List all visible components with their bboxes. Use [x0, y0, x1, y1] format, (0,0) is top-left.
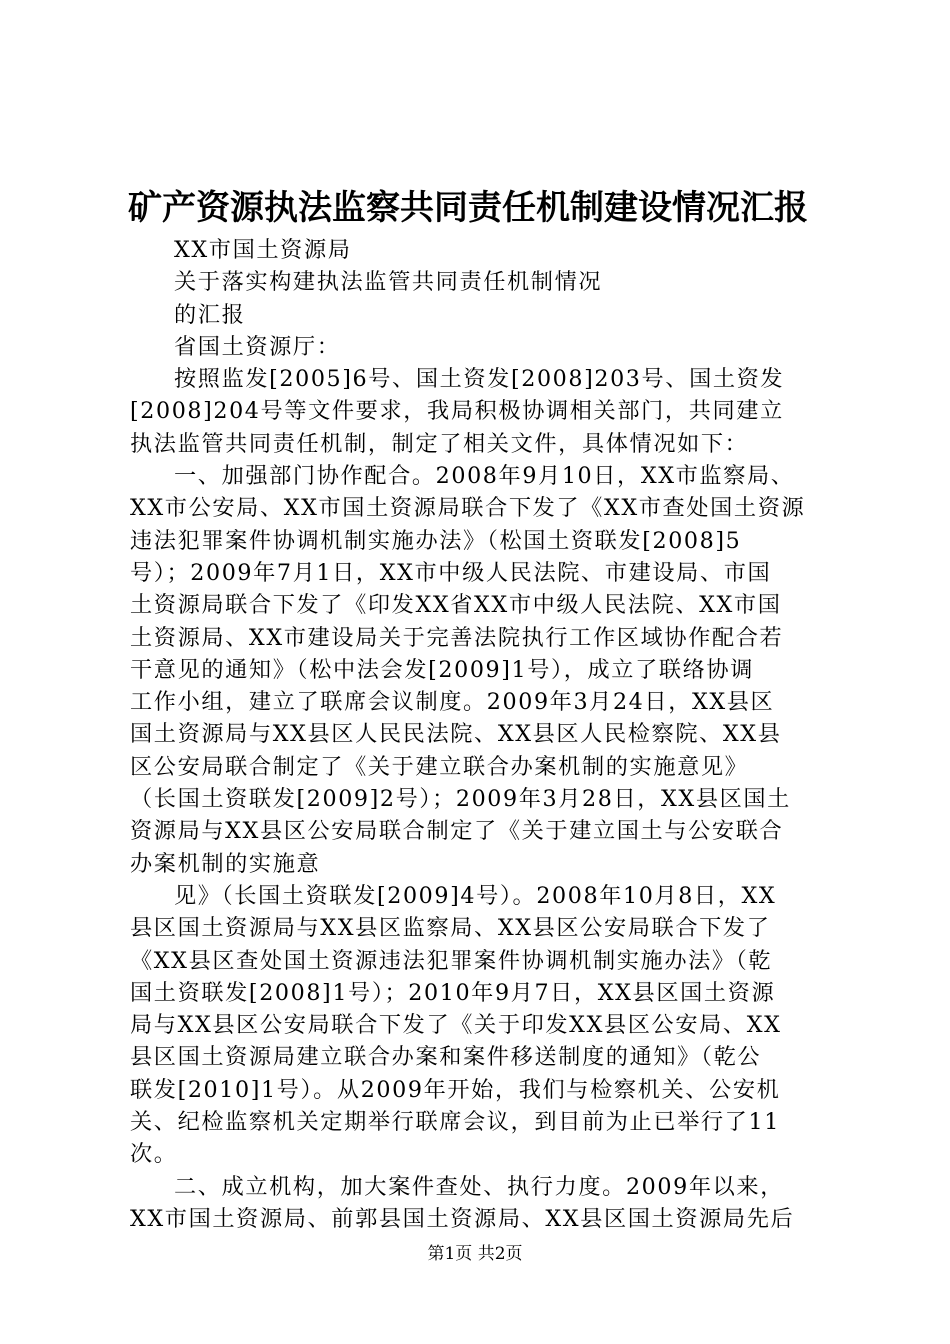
body-line: （长国土资联发[2009]2号）；2009年3月28日，XX县区国土 [130, 786, 791, 813]
body-line: 国土资源局与XX县区人民民法院、XX县区人民检察院、XX县 [130, 721, 782, 748]
body-line: 联发[2010]1号）。从2009年开始，我们与检察机关、公安机 [130, 1076, 781, 1103]
document-title: 矿产资源执法监察共同责任机制建设情况汇报 [128, 188, 808, 228]
body-line: [2008]204号等文件要求，我局积极协调相关部门，共同建立 [130, 398, 784, 425]
body-line: 执法监管共同责任机制，制定了相关文件，具体情况如下： [130, 430, 749, 457]
body-line: 干意见的通知》（松中法会发[2009]1号），成立了联络协调 [130, 656, 755, 683]
document-body [130, 234, 830, 1235]
page-footer: 第1页 共2页 [427, 1244, 523, 1264]
body-line: XX市公安局、XX市国土资源局联合下发了《XX市查处国土资源 [130, 495, 806, 522]
body-line: 资源局与XX县区公安局联合制定了《关于建立国土与公安联合 [130, 818, 784, 845]
body-line: 局与XX县区公安局联合下发了《关于印发XX县区公安局、XX [130, 1012, 782, 1039]
body-line: 土资源局、XX市建设局关于完善法院执行工作区域协作配合若 [130, 624, 784, 651]
body-line: 土资源局联合下发了《印发XX省XX市中级人民法院、XX市国 [130, 592, 782, 619]
body-line: 二、成立机构，加大案件查处、执行力度。2009年以来， [174, 1173, 784, 1200]
body-line: 办案机制的实施意 [130, 850, 321, 877]
body-line: 区公安局联合制定了《关于建立联合办案机制的实施意见》 [130, 753, 749, 780]
body-line: XX市国土资源局 [174, 237, 352, 263]
body-line: 次。 [130, 1141, 178, 1168]
body-line: 县区国土资源局建立联合办案和案件移送制度的通知》（乾公 [130, 1044, 762, 1071]
body-line: 国土资联发[2008]1号）；2010年9月7日，XX县区国土资源 [130, 979, 776, 1006]
body-line: 一、加强部门协作配合。2008年9月10日，XX市监察局、 [174, 463, 795, 490]
body-line: XX市国土资源局、前郭县国土资源局、XX县区国土资源局先后 [130, 1205, 795, 1232]
body-line: 见》（长国土资联发[2009]4号）。2008年10月8日，XX [174, 882, 777, 909]
body-line: 《XX县区查处国土资源违法犯罪案件协调机制实施办法》（乾 [130, 947, 773, 974]
body-line: 县区国土资源局与XX县区监察局、XX县区公安局联合下发了 [130, 915, 771, 942]
body-line: 号）；2009年7月1日，XX市中级人民法院、市建设局、市国 [130, 559, 772, 586]
body-line: 省国土资源厅： [174, 333, 341, 360]
body-line: 关于落实构建执法监管共同责任机制情况 [174, 269, 603, 296]
body-line: 按照监发[2005]6号、国土资发[2008]203号、国土资发 [174, 366, 785, 393]
body-line: 关、纪检监察机关定期举行联席会议，到目前为止已举行了11 [130, 1109, 780, 1136]
body-line: 违法犯罪案件协调机制实施办法》（松国土资联发[2008]5 [130, 527, 742, 554]
body-line: 的汇报 [174, 301, 246, 328]
body-line: 工作小组，建立了联席会议制度。2009年3月24日，XX县区 [130, 689, 775, 716]
